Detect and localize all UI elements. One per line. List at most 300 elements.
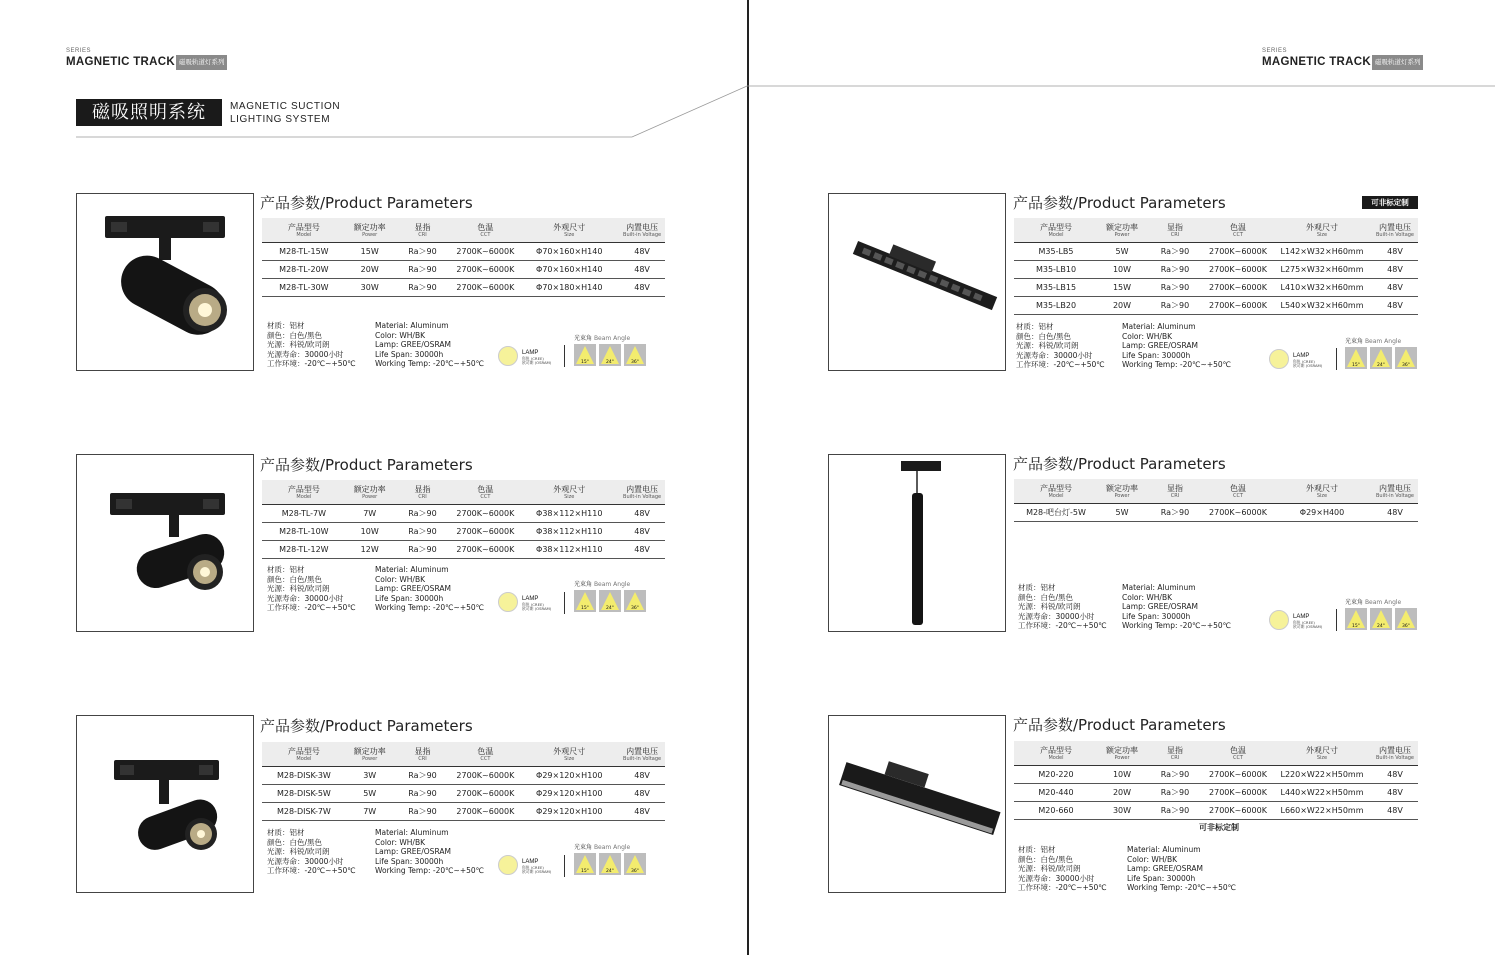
table-cell: Ra＞90	[1146, 766, 1204, 784]
product-title-2: 产品参数/Product Parameters	[260, 456, 473, 474]
table-cell: M28-TL-10W	[262, 523, 346, 541]
series-tag: 磁吸轨道灯系列	[1372, 55, 1424, 70]
beam-angle-en: Beam Angle	[1364, 338, 1402, 345]
beam-angle-1	[574, 335, 649, 366]
column-header-en: CRI	[418, 493, 427, 500]
column-header-cn: 色温	[1230, 745, 1246, 755]
product-image-4	[828, 193, 1006, 371]
column-header	[451, 218, 519, 243]
column-header	[619, 742, 665, 767]
lamp-sub2: 欧司朗 (OSRAM)	[522, 360, 552, 365]
table-cell: Ra＞90	[394, 523, 452, 541]
material-line-cn: 光源寿命：30000小时	[1018, 873, 1095, 883]
column-header	[1146, 479, 1204, 504]
material-line-cn: 工作环境：-20℃~+50℃	[267, 359, 356, 369]
table-cell: 48V	[1372, 784, 1418, 802]
table-row	[1014, 261, 1418, 279]
table-cell: M28-吧台灯-5W	[1014, 504, 1098, 522]
material-cn-1	[267, 321, 356, 369]
material-line-en: Life Span: 30000h	[1127, 873, 1196, 883]
material-line-cn: 颜色：白色/黑色	[1018, 854, 1074, 864]
column-header-cn: 色温	[477, 746, 494, 756]
lamp-icon	[1269, 349, 1289, 369]
column-header-en: CRI	[418, 755, 427, 762]
column-header-cn: 色温	[477, 484, 494, 494]
lamp-sub	[1293, 621, 1322, 629]
beam-angle-en: Beam Angle	[593, 844, 631, 851]
beam-angle-5	[1345, 599, 1420, 630]
product-title-6: 产品参数/Product Parameters	[1013, 716, 1226, 734]
column-header-en: Size	[564, 493, 575, 500]
beam-angle-cn: 光束角	[574, 581, 593, 588]
table-cell: 48V	[1372, 504, 1418, 522]
lamp-icon	[498, 855, 518, 875]
material-line-en: Material: Aluminum	[375, 565, 449, 574]
material-cn-6	[1018, 845, 1107, 893]
table-row	[262, 261, 665, 279]
table-cell: 48V	[619, 523, 665, 541]
beam-angle-cn: 光束角	[574, 844, 593, 851]
material-en-4	[1122, 322, 1231, 370]
lamp-sub2: 欧司朗 (OSRAM)	[522, 606, 552, 611]
column-header	[1014, 479, 1098, 504]
table-cell: M35-LB10	[1014, 261, 1098, 279]
column-header-cn: 额定功率	[1106, 222, 1138, 232]
column-header	[394, 480, 452, 505]
column-header-cn: 显指	[1167, 745, 1183, 755]
product-image-5	[828, 454, 1006, 632]
column-header	[451, 480, 519, 505]
beam-angle-icon	[1370, 347, 1392, 369]
beam-angle-value: 36°	[1402, 624, 1410, 629]
beam-angle-icon	[1345, 608, 1367, 630]
column-header-cn: 显指	[414, 484, 431, 494]
table-cell: 2700K~6000K	[1204, 504, 1272, 522]
column-header	[1372, 218, 1418, 243]
material-line-en: Material: Aluminum	[1122, 583, 1196, 592]
table-cell: 2700K~6000K	[451, 523, 519, 541]
column-header-cn: 显指	[1167, 222, 1183, 232]
column-header-cn: 产品型号	[1040, 222, 1072, 232]
table-cell: M28-TL-30W	[262, 279, 346, 297]
table-cell: 2700K~6000K	[1204, 784, 1272, 802]
material-line-cn: 光源：科锐/欧司朗	[1018, 602, 1081, 612]
table-cell: 30W	[346, 279, 394, 297]
column-header-en: Built-in Voltage	[623, 493, 662, 500]
beam-angle-icons	[574, 853, 649, 875]
column-header-en: Power	[1114, 492, 1130, 499]
series-title: MAGNETIC TRACK	[66, 56, 175, 68]
table-cell: M28-TL-7W	[262, 505, 346, 523]
column-header	[262, 218, 346, 243]
product-title-5: 产品参数/Product Parameters	[1013, 455, 1226, 473]
lamp-sub	[522, 866, 551, 874]
table-cell: 48V	[1372, 243, 1418, 261]
table-cell: 48V	[619, 279, 665, 297]
lamp-sub2: 欧司朗 (OSRAM)	[1293, 363, 1323, 368]
material-cn-2	[267, 565, 356, 613]
table-row	[1014, 504, 1418, 522]
material-line-cn: 工作环境：-20℃~+50℃	[267, 866, 356, 876]
column-header-en: Built-in Voltage	[623, 231, 662, 238]
material-line-cn: 光源寿命：30000小时	[267, 593, 344, 603]
column-header-en: Size	[564, 755, 575, 762]
table-cell: 2700K~6000K	[451, 505, 519, 523]
beam-angle-value: 24°	[606, 360, 614, 365]
table-cell: 48V	[619, 767, 665, 785]
lamp-indicator-5	[1269, 610, 1325, 630]
beam-angle-icon	[599, 853, 621, 875]
material-line-cn: 材质：铝材	[1018, 583, 1056, 592]
beam-angle-icon	[574, 853, 596, 875]
table-cell: 3W	[346, 767, 394, 785]
table-cell: 48V	[1372, 766, 1418, 784]
beam-angle-value: 36°	[631, 869, 639, 874]
column-header	[1272, 218, 1372, 243]
beam-angle-icon	[574, 344, 596, 366]
column-header-cn: 产品型号	[1040, 745, 1072, 755]
beam-angle-cn: 光束角	[1345, 599, 1364, 606]
separator	[564, 345, 565, 367]
material-line-en: Lamp: GREE/OSRAM	[375, 340, 451, 350]
material-line-en: Color: WH/BK	[1127, 854, 1178, 864]
table-cell: 48V	[1372, 297, 1418, 315]
column-header-cn: 额定功率	[353, 484, 386, 494]
column-header-en: Built-in Voltage	[1375, 754, 1415, 761]
table-cell: 48V	[619, 505, 665, 523]
table-cell: M20-440	[1014, 784, 1098, 802]
spec-table-5	[1014, 479, 1418, 522]
column-header-en: Built-in Voltage	[1375, 231, 1415, 238]
column-header-en: CCT	[480, 755, 491, 762]
column-header-cn: 产品型号	[1040, 483, 1072, 493]
column-header	[262, 480, 346, 505]
table-cell: 30W	[1098, 802, 1146, 820]
beam-angle-icon	[1370, 608, 1392, 630]
material-line-en: Working Temp: -20℃~+50℃	[375, 603, 485, 613]
material-line-cn: 光源寿命：30000小时	[267, 349, 344, 359]
column-header-en: Built-in Voltage	[623, 755, 662, 762]
custom-badge: 可非标定制	[1362, 196, 1418, 209]
beam-angle-icons	[1345, 347, 1420, 369]
column-header	[1372, 741, 1418, 766]
column-header-cn: 外观尺寸	[1306, 483, 1338, 493]
beam-angle-cn: 光束角	[1345, 338, 1364, 345]
table-cell: M35-LB20	[1014, 297, 1098, 315]
table-header	[1014, 741, 1418, 766]
table-row	[262, 505, 665, 523]
material-line-cn: 颜色：白色/黑色	[267, 330, 323, 340]
table-cell: Φ38×112×H110	[519, 541, 619, 559]
material-line-en: Life Span: 30000h	[375, 349, 444, 359]
column-header-cn: 产品型号	[287, 746, 320, 756]
column-header-cn: 外观尺寸	[1306, 222, 1338, 232]
material-en-1	[375, 321, 484, 369]
table-cell: 48V	[619, 261, 665, 279]
material-line-cn: 颜色：白色/黑色	[267, 574, 323, 584]
beam-angle-icons	[574, 344, 649, 366]
table-cell: M28-TL-20W	[262, 261, 346, 279]
material-line-cn: 光源：科锐/欧司朗	[267, 340, 330, 350]
beam-angle-en: Beam Angle	[593, 581, 631, 588]
table-cell: Ra＞90	[394, 785, 452, 803]
table-row	[1014, 784, 1418, 802]
spec-table-6	[1014, 741, 1418, 820]
material-line-en: Color: WH/BK	[375, 837, 426, 847]
table-cell: L540×W32×H60mm	[1272, 297, 1372, 315]
heading-en-line2: LIGHTING SYSTEM	[230, 114, 331, 125]
beam-angle-icon	[624, 344, 646, 366]
lamp-sub	[522, 603, 551, 611]
spec-table-2	[262, 480, 665, 559]
table-header	[262, 742, 665, 767]
material-line-en: Lamp: GREE/OSRAM	[1122, 602, 1198, 612]
table-cell: Ra＞90	[394, 261, 452, 279]
spec-table-4	[1014, 218, 1418, 315]
column-header-cn: 内置电压	[1379, 745, 1411, 755]
table-cell: Φ38×112×H110	[519, 505, 619, 523]
column-header	[346, 742, 394, 767]
material-line-en: Working Temp: -20℃~+50℃	[375, 866, 485, 876]
table-cell: Φ70×160×H140	[519, 243, 619, 261]
table-cell: 48V	[619, 243, 665, 261]
column-header-en: CCT	[480, 493, 491, 500]
material-line-cn: 材质：铝材	[1018, 845, 1056, 854]
beam-angle-value: 36°	[631, 360, 639, 365]
lamp-indicator-4	[1269, 349, 1325, 369]
material-line-cn: 颜色：白色/黑色	[267, 837, 323, 847]
lamp-title: LAMP	[522, 596, 539, 602]
lamp-icon	[1269, 610, 1289, 630]
material-line-en: Lamp: GREE/OSRAM	[1127, 864, 1203, 874]
product-image-6	[828, 715, 1006, 893]
beam-angle-label	[1345, 599, 1420, 606]
column-header	[394, 218, 452, 243]
table-cell: 20W	[346, 261, 394, 279]
material-line-en: Life Span: 30000h	[375, 593, 444, 603]
column-header-cn: 显指	[414, 222, 431, 232]
table-header	[1014, 479, 1418, 504]
beam-angle-label	[574, 581, 649, 588]
header-underline	[0, 0, 1495, 200]
series-label: SERIES	[1262, 48, 1288, 54]
separator	[1336, 609, 1337, 631]
column-header	[1098, 741, 1146, 766]
material-line-cn: 工作环境：-20℃~+50℃	[267, 603, 356, 613]
column-header	[1272, 479, 1372, 504]
separator	[564, 855, 565, 877]
table-cell: Ra＞90	[1146, 504, 1204, 522]
lamp-title: LAMP	[522, 859, 539, 865]
material-line-cn: 光源寿命：30000小时	[267, 856, 344, 866]
table-cell: L142×W32×H60mm	[1272, 243, 1372, 261]
table-cell: 2700K~6000K	[1204, 802, 1272, 820]
table-cell: 48V	[1372, 802, 1418, 820]
beam-angle-en: Beam Angle	[1364, 599, 1402, 606]
table-cell: 48V	[619, 803, 665, 821]
beam-angle-icon	[1395, 347, 1417, 369]
column-header-cn: 外观尺寸	[553, 746, 586, 756]
material-line-cn: 颜色：白色/黑色	[1016, 331, 1072, 341]
column-header	[1014, 218, 1098, 243]
table-row	[262, 785, 665, 803]
column-header-cn: 内置电压	[1379, 483, 1411, 493]
table-cell: Ra＞90	[394, 505, 452, 523]
column-header-en: Size	[1316, 492, 1328, 499]
beam-angle-icon	[624, 853, 646, 875]
heading-en-line1: MAGNETIC SUCTION	[230, 101, 341, 112]
column-header	[1272, 741, 1372, 766]
table-cell: 7W	[346, 505, 394, 523]
material-cn-5	[1018, 583, 1107, 631]
column-header	[519, 480, 619, 505]
column-header-cn: 外观尺寸	[1306, 745, 1338, 755]
beam-angle-value: 15°	[1352, 624, 1360, 629]
column-header-en: CCT	[1232, 754, 1244, 761]
table-cell: Ra＞90	[1146, 297, 1204, 315]
column-header-en: Power	[362, 231, 378, 238]
column-header-en: Model	[296, 755, 312, 762]
beam-angle-value: 24°	[1377, 363, 1385, 368]
column-header	[1372, 479, 1418, 504]
table-cell: 5W	[1098, 243, 1146, 261]
table-cell: M20-660	[1014, 802, 1098, 820]
column-header-cn: 外观尺寸	[553, 484, 586, 494]
table-cell: Ra＞90	[1146, 784, 1204, 802]
table-cell: M28-DISK-3W	[262, 767, 346, 785]
column-header	[519, 218, 619, 243]
column-header-en: CRI	[1170, 492, 1180, 499]
table-cell: 48V	[619, 541, 665, 559]
column-header-en: Power	[362, 493, 378, 500]
table-cell: Ra＞90	[394, 541, 452, 559]
table-cell: 10W	[1098, 766, 1146, 784]
beam-angle-4	[1345, 338, 1420, 369]
table-cell: Φ29×120×H100	[519, 785, 619, 803]
beam-angle-icon	[624, 590, 646, 612]
table-cell: M35-LB5	[1014, 243, 1098, 261]
column-header-en: CCT	[1232, 231, 1244, 238]
lamp-sub1: 科锐 (CREE)	[522, 602, 544, 607]
material-en-2	[375, 565, 484, 613]
column-header-cn: 内置电压	[626, 746, 659, 756]
material-line-cn: 材质：铝材	[267, 828, 305, 837]
table-cell: Φ70×160×H140	[519, 261, 619, 279]
column-header-cn: 显指	[414, 746, 431, 756]
lamp-sub1: 科锐 (CREE)	[522, 865, 544, 870]
lamp-sub1: 科锐 (CREE)	[1293, 359, 1315, 364]
table-row	[262, 541, 665, 559]
table-cell: 2700K~6000K	[451, 541, 519, 559]
material-line-en: Life Span: 30000h	[1122, 350, 1191, 360]
table-row	[262, 523, 665, 541]
lamp-title: LAMP	[522, 350, 539, 356]
column-header-cn: 色温	[1230, 222, 1246, 232]
table-row	[1014, 297, 1418, 315]
table-cell: 2700K~6000K	[451, 803, 519, 821]
table-row	[262, 279, 665, 297]
beam-angle-cn: 光束角	[574, 335, 593, 342]
column-header-en: CRI	[1170, 754, 1180, 761]
table-cell: 48V	[1372, 279, 1418, 297]
table-cell: Ra＞90	[1146, 243, 1204, 261]
table-cell: M28-DISK-5W	[262, 785, 346, 803]
beam-angle-value: 15°	[1352, 363, 1360, 368]
table-cell: Φ70×180×H140	[519, 279, 619, 297]
lamp-sub2: 欧司朗 (OSRAM)	[522, 869, 552, 874]
column-header	[1014, 741, 1098, 766]
table-row	[262, 243, 665, 261]
table-cell: Ra＞90	[1146, 261, 1204, 279]
table-cell: Ra＞90	[394, 243, 452, 261]
column-header-en: Model	[296, 231, 312, 238]
column-header	[619, 218, 665, 243]
column-header-en: CCT	[480, 231, 491, 238]
column-header	[1204, 479, 1272, 504]
table-cell: 20W	[1098, 784, 1146, 802]
table-cell: 10W	[1098, 261, 1146, 279]
material-line-cn: 光源：科锐/欧司朗	[267, 847, 330, 857]
spec-table-3	[262, 742, 665, 821]
material-line-en: Lamp: GREE/OSRAM	[375, 584, 451, 594]
material-line-en: Life Span: 30000h	[1122, 611, 1191, 621]
separator	[564, 592, 565, 614]
beam-angle-value: 15°	[581, 606, 589, 611]
column-header-en: Size	[564, 231, 575, 238]
column-header-en: CRI	[1170, 231, 1180, 238]
table-cell: 2700K~6000K	[451, 243, 519, 261]
product-title-1: 产品参数/Product Parameters	[260, 194, 473, 212]
lamp-sub	[522, 357, 551, 365]
column-header-en: CCT	[1232, 492, 1244, 499]
column-header-en: Size	[1316, 231, 1328, 238]
material-line-en: Material: Aluminum	[1127, 845, 1201, 854]
lamp-sub1: 科锐 (CREE)	[522, 356, 544, 361]
product-title-3: 产品参数/Product Parameters	[260, 717, 473, 735]
material-line-cn: 光源：科锐/欧司朗	[1018, 864, 1081, 874]
table-cell: 2700K~6000K	[1204, 279, 1272, 297]
table-cell: Φ29×H400	[1272, 504, 1372, 522]
material-line-cn: 光源：科锐/欧司朗	[1016, 341, 1079, 351]
column-header-en: Size	[1316, 754, 1328, 761]
table-cell: 5W	[346, 785, 394, 803]
material-line-en: Lamp: GREE/OSRAM	[375, 847, 451, 857]
beam-angle-value: 15°	[581, 360, 589, 365]
lamp-title: LAMP	[1293, 614, 1310, 620]
beam-angle-icon	[574, 590, 596, 612]
table-cell: Ra＞90	[1146, 802, 1204, 820]
lamp-sub2: 欧司朗 (OSRAM)	[1293, 624, 1323, 629]
table-cell: 10W	[346, 523, 394, 541]
column-header-en: Model	[1048, 754, 1064, 761]
table-cell: 2700K~6000K	[1204, 261, 1272, 279]
material-line-en: Material: Aluminum	[375, 828, 449, 837]
table-cell: L220×W22×H50mm	[1272, 766, 1372, 784]
table-row	[262, 803, 665, 821]
table-cell: 2700K~6000K	[1204, 297, 1272, 315]
table-cell: Φ29×120×H100	[519, 803, 619, 821]
custom-note: 可非标定制	[1199, 823, 1239, 832]
column-header-en: Power	[362, 755, 378, 762]
material-line-en: Color: WH/BK	[1122, 592, 1173, 602]
column-header-cn: 内置电压	[1379, 222, 1411, 232]
table-cell: Φ29×120×H100	[519, 767, 619, 785]
table-cell: Ra＞90	[1146, 279, 1204, 297]
beam-angle-value: 36°	[1402, 363, 1410, 368]
lamp-sub1: 科锐 (CREE)	[1293, 620, 1315, 625]
spec-table-1	[262, 218, 665, 297]
separator	[1336, 348, 1337, 370]
